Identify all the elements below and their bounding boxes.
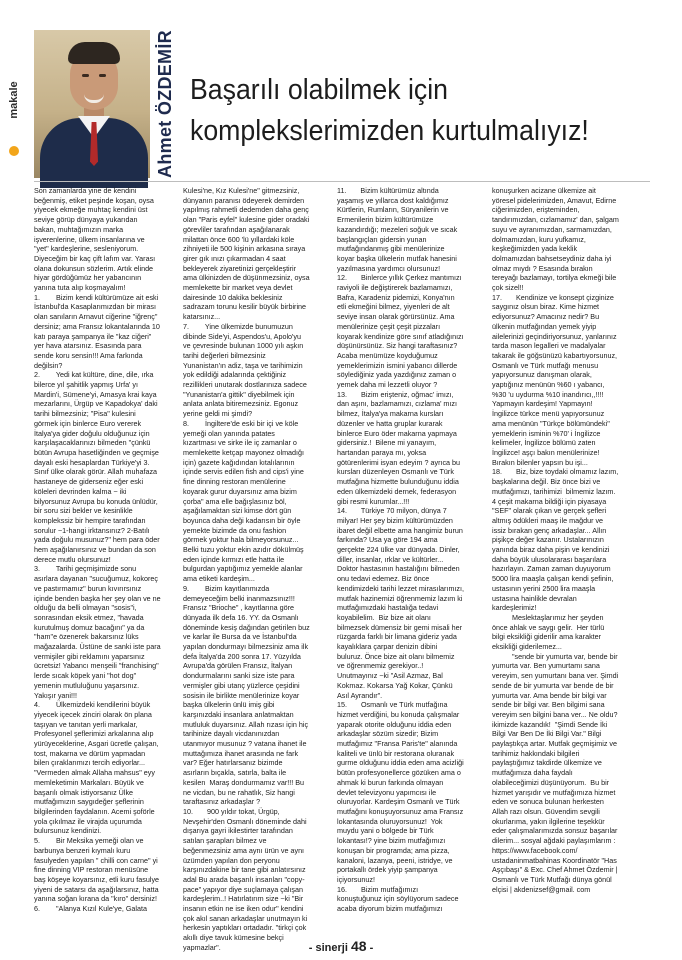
article-column-4 xyxy=(492,186,619,926)
section-dot-icon xyxy=(9,146,19,156)
header-divider xyxy=(34,181,650,182)
author-name: Ahmet ÖZDEMİR xyxy=(155,30,175,178)
author-name-vertical xyxy=(152,30,176,180)
article-title: Başarılı olabilmek için komplekslerimizden kurtulmalıyız! xyxy=(190,74,589,147)
section-tag xyxy=(6,50,22,160)
page-number: 48 xyxy=(350,938,367,954)
author-hair xyxy=(68,42,120,64)
article-column-1 xyxy=(34,186,161,926)
column-2-text: Kulesi'ne, Kız Kulesi'ne" gitmezsiniz, dünyanın paranısı ödeyerek demirden yapılmış rahmetli dedemden daha genç olan "Paris eyfel" kulesine gider oradaki görevliler tarafından aşağılanarak milattan önce 600 'lü yıllardaki köle zihniyeti ile 500 kişinin arkasına sıraya girer gık ınızı çıkarmadan 4 saat bekleyerek ziyaretinizi gerçekleştirir ama ülkinizden de düşünmezsiniz, oysa memlekette bir market veya devlet dairesinde 10 dakika beklesiniz sadrazam torunu kesilir büyük birbirine katarsınız... 7. Yine ülkemizde bunumuzun dibinde Side'yi, Aspendos'u, Apolo'yu ve çevresinde bulunan 1000 yılı aşkın tarihi değerleri bilmezsiniz Yunanistan'ın adiz, taşa ve tarihimizin yok edildiği adalarında çektiğiniz rezillikleri unutarak dostlarınıza sadece "Yunanistan'a gittik" diyebilmek için anlata anlata bitiremezsiniz. Egonuz yerine geldi mi şimdi? 8. İngiltere'de eski bir içi ve köle yemeği olan yanında patates kızartması ve sirke ile iç zamanlar o memlekette ketçap mayonez olmadığı için) gazete kağıdından kıtalılarının içinde servis edilen fish and cips'i yine fine dinning restoran menülerine koyarak gurur duyarsınız ama bizim çorba" ama elle bağışlasınız böl, aşağılamaktan sizi kimse dört gün boyunca daha deği kadarısın bir öyle yemekte bizimde da onu fashion görmek yoktur hala bilmeyorsunuz... Belki tuzu yoktur ekin azıdır dökülmüş eden içinde kırmızı etle hatta ile bulgurdan yaptığımız yemekle alanlar ama etiketi kardeşim... 9. Bizim kayıtlarımızda demeyeceğim belki inanmazsınız!!! Fransız "Brioche" , kayıtlarına göre dünyada ilk defa 16. YY. da Osmanlı döneminde kesiş dağından getirilen buz ve karlar ile Bursa da ve İstanbul'da yapılan dondurmayı bilmezsiniz ama ilk defa İtalya'da 200 sonra 17. Yüzyılda Avrupa'da görülen Fransız, İtalyan dondurmalarını sanki size iste para vermişler gibi utanç yüzlerce çeşidini sosisin ile birlikte menülerinize koyar başka ülkelerin ünlü imiş gibi karşınızdaki insanlara anlatmaktan mutluluk duyarsınız. Allah rızası için hiç tarihinize dayalı vicdanınızdan utanmıyor musunuz ? vatana ihanet ile muttağımıza ihanet arasında ne fark var? Eğer hatırlarsanız bizimde asırların bıçakla, satırla, balta ile kesilen Maraş dondurmamız var!!! Bu ne vicdan, bu ne rahatlık, Siz hangi taraftasınız arkadaşlar ? 10. 900 yıldır tokat, Ürgüp, Nevşehir'den Osmanlı döneminde dahi dışarıya gayri ikilestirter tarafından satılan şarapları bilmez ve beğenmezsiniz ama aynı ürün ve aynı üzümden yapılan don peryonu karşınızdakine bir tane gibi anlatırsınız adal Bu arada başarılı insanları "copy-pace" yapıyor diye suçlamaya çalışan kardeşlerim..! Hatırlatırım size ~ki "Bir insanın etkin ne ise iken odur" kendini çok akıl sanan arkadaşlar unutmayın ki herkesin yaptıkları ortadadır. "tirkçi çok akıllı diye tavuk kümesine bekçi yapmazlar". xyxy=(183,186,310,952)
section-label: makale xyxy=(8,81,20,119)
footer-brand: sinerji xyxy=(315,942,348,954)
article-column-2 xyxy=(183,186,310,952)
author-photo xyxy=(34,30,150,178)
author-eye-left xyxy=(82,74,89,77)
column-3-text: 11. Bizim kültürümüz altında yaşamış ve yıllarca dost kaldığımız Kürtlerin, Rumların, Süryanilerin ve Ermenilerin bizim kültürümüze kazandırdığı; mezeleri soğuk ve sıcak başlangıçları gidersin yunan mutfağındanmış gibi menülerinize koyar başka ülkelerin mutfak hanesini yazılmasına yardımcı olursunuz! 12. Binlerce yıllık Çerkez mantımızı raviyoli ile değiştirerek bazlamamızı, Bafra, Karadeniz pidemizi, Konya'nın etli ekmeğini bilmez, yiyenleri de alt seviye insan olarak görürsünüz. Ama menülerinize çeşit çeşit pizzaları koyarak kendinize göre sınıf atladığınızı düşünürsünüz. Siz hangi taraftasınız? Acaba menümüze koyduğumuz yemeklerimizin ismini yabancı dillerde söylediğiniz yada yazdığınız zaman o yemek daha mi lezzetli oluyor ? 13. Bizim erişteniz, oğmac' imızı, dan aşını, bazlamamızı, cızlama' mızı bilmez, İtalya'ya makarna kursları düzenler ve hatta gruplar kurarak binlerce Euro öder makarna yapmaya gidersiniz.! Bilene mi yanayım, hartandan paraya mı, yoksa götürenlerimi isyan edeyim ? ayrıca bu kursları düzenleyen Osmanlı ve Türk mutfağına hizmette bulunduğunu iddia eden ülkemizdeki dernek, federasyon gibi resmi kurumlar...!!! 14. Türkiye 70 milyon, dünya 7 milyar! Her şey bizim kültürümüzden ibaret değil elbette ama hangimiz burun farkında? Usa ya göre 194 ama gerçekte 224 ülke var dünyada. Dinler, diller, insanlar, ırklar ve kültürler... Doktor hastasının hastalığını bilmeden onu tedavi edemez. Biz önce kendimizdeki tarihi lezzet mirasılarımızı, mutfak hazinemizi öğrenmemiz lazım ki mutfağımızdaki hastalığa tedavi koyabilelim. Biz bize ait olanı bilmezsek dümensiz bir gemi misali her rüzgarda farklı bir limana gideriz yada kayalıklara çarpar denizin dibini buluruz. Önce bize ait olanı bilmemiz ve öğrenmemiz gerekiyor..! Unutmayınız ~ki "Asil Azmaz, Bal Kokmaz. Kokarsa Yağ Kokar, Çünkü Asıl Ayrandır". 15. Osmanlı ve Türk mutfağına hizmet verdiğini, bu konuda çalışmalar yaparak otorite olduğunu iddia eden arkadaşlar sözüm sizedir; Bizim mutfağımız "Fransa Paris'te" alanında kaliteli ve ünlü bir restorana oluranak gurme olduğunu iddia eden ama acizliği bütün profesyonellerce gözüken ama o ahmak ki burun farkında olmayan devlet televizyonu yapımcısı ile oluruyorlar. Kardeşim Osmanlı ve Türk mutfağını konuşuyorsunuz ama Fransız lokantasında oluruyorsunuz! Yok muydu yani o bölgede bir Türk lokantası!? yine bizim mutfağımızı konuşan bir programda; ama pizza, kanaloni, lazanya, peeni, istridye, ve portakallı ördek yiyip şampanya içiyorsunuz! 16. Bizim mutfağımızı konuştuğunuz için söylüyorum sadece acaba diyorum bizim mutfağımızı xyxy=(337,186,465,914)
author-eye-right xyxy=(99,74,106,77)
column-4-text: konuşurken acizane ülkemize ait yöresel pidelerimizden, Amavut, Edirne ciğerimizden, erişteminden, tandırımızdan, cızlamamız' dan, şalgam suyu ve ayranımızdan, sarmamızdan, dolmamızdan, kuru yufkamız, keşkeğimizden yada keklik dolmamızdan bahsetseydiniz daha iyi olmaz mıydı ? Esasında bırakın tereyağı bazlamayı, tortilya ekmeği bile çok sizel!! 17. Kendinize ve konsept çizginize saygınız olsun biraz. Kime hizmet ediyorsunuz? Amacınız nedir? Bu ülkenin mutfağından yemek yiyip ailelerinizi geçindiriyorsunuz, yanlarınız tarda mason legalleri ve madalyalar takarak ile göğsünüzü kabartıyorsunuz, Osmanlı ve Türk mutfağı menusu yapıyorsunuz danışman olarak, yaptığınız menünün %60 ı yabancı, %30 'u uydurma %10 inandırıcı,,!!!! Yapmayın kardeşim! Yapmayın! İngilizce türkce menü yapıyorsunuz ama menünün "Türkçe bölümündeki" yemeklerin isminin %70' i İngilizce kelimeler, İngilizce bölümü zaten İngilizce! aşçı bakın menülerinize! Bırakın bilenler yapsın bu işi... 18. Biz, bize toydaki olmamız lazım, başkalarına değil. Biz önce bizi ve mutfağımızı, tarihimizi bilmemiz lazım. 4 çeşit makarna bildiği için piyasaya "SEF" olarak çıkan ve gerçek şefleri altmış ödükleri maaş ile mağdur ve issiz bırakan genç arkadaşlar... Allın pişikçe değer kazanır. Ustalarınızın yanında biraz daha pişin ve kendinizi daha büyük ulusolararası başarılara hazırlayın. Zaman zaman duyuyorum 5000 lira maaşla çalışan kendi şefinin, ustasının yerini 2500 lira maaşla ustasına hainlikle devralan kardeşlerimiz! Meslektaşlarımız her şeyden önce ahlak ve saygı gelir. Her türlü bilgi eksikliği giderilir ama karakter eksikliği giderilemez... "sende bir yumurta var, bende bir yumurta var. Ben yumurtamı sana vereyim, sen yumurtanı bana ver. Şimdi sende de bir yumurta var bende de bir yumurta var. Ama bende bir bilgi var sende bir bilgi var. Ben bilgimi sana vereyim sen bilgini bana ver... Ne oldu? ikimizde kazandık! "Şimdi Sende İki Bilgi Var Ben De İki Bilgi Var." Bilgi paylaştıkça artar. Mutfak geçmişimiz ve tarihimiz hakkındaki bilgileri paylaştığımız takdirde ülkemize ve mutfağımıza daha faydalı olabileceğimizi düşünüyorum. Bu bir hizmet yarışıdır ve mutfağımıza hizmet eden ve sonuca bulunan herkesten Allah razı olsun. Güvendim sevgili okurlarıma, yakın ilgilerine teşekkür eder çalışmalarımızda sonsuz başarılar dilerim... sosyal ağdaki paylaşımlarım : https://www.facebook.com/ ustadaninmatbahinas Koordinatör "Has Aşçıbaşı" & Exc. Chef Ahmet Özdemir | Osmanlı ve Türk Mutfağı dünya gönül elçisi | akdenizsef@gmail. com xyxy=(492,186,619,894)
page-footer: - sinerji 48 - xyxy=(308,938,374,954)
column-1-text: Son zamanlarda yine de kendini beğenmiş, etiket peşinde koşan, oysa yiyecek ekmeğe muhtaç kendini üst seviye görüp dünyaya yukarıdan bakan, muhtağımızın marka işverenlerine, ülkem insanlarına ve "yet" kardeşlerine, sesleniyorum. Diyeceğim bir kaç çift lafım var. Yarası olana dokunsun sözlerim. Artık elinde hiyar gördüğümüz her yabancının yanına tuta alıp koşmayalım! 1. Bizim kendi kültürümüze ait eski İstanbul'da Kasaplarımızdan bir mirası olan sanıların Arnavut ciğerine "iğrenç" dersiniz; ama Fransız lokantalarında 10 katı paraya şampanya ile "kaz ciğeri" yer hava atarsınız. Esasında para sende koru sensin!!! Ama farkında değilsin? 2. Yedi kat kültüre, dine, dile, ırka bilerce yıl şahitlik yapmış Urfa' yı Mardin'i, Sümene'yi, Amasya krai kaya mezarlarını, Ürgüp ve Kapadokya' daki tarihi bilmezsiniz; "Pisa" kulesini görmek için binlerce Euro vererek İtalya'ya gider doğulu olduğunuz için karşılaşacaklarınızı bilmeden "çünkü bütün Avrupa hasetliğinden ve geçmişe dayalı eski hesaplardan Türkiye'yi 3. Sınıf ülke olarak görür. Allah muhafaza hastaneye de giderseniz eğer eski köleleri devrinden kalma ~ iki bilyorsunuz Avrupa bu konuda ünlüdür, bir soru sizi bekler ve kesinlikle komplekssiz bir hempire tarafından sorulur ~1-hangi irktansınız? 2-Batılı yada doğulu musunuz?" hem para öder hem aşağılanırsınız ve bundan da son derece mutlu olursunuz! 3. Tarihi geçmişimizde sonu asırlara dayanan "sucuğumuz, kokoreç ve pastırmamız" burun kıvırırsınız içinde benden başka her şey olan ve ne olduğu da belli olmayan "sosis"i, sonrasından eksik etmez, "havada kurutulmuş domuz bacağını" ya da "ham"e özenerek bakarsınız lüks mağazalarda. Üstüne de sanki iste para vermişiler gibi reklamını yaparsınız ücretsiz! Yabancı menşeili "franchising" lerde sıcak köpek yani "hot dog" yemenin mutluluğunu yaşarsınız. Yakışır yani!!! 4. Ülkemizdeki kendilerini büyük yiyecek içecek zinciri olarak ön plana taşıyan ve tanıtan yerli markalar, Profesyonel şeflerimizi arkalarına alıp yürüyeceklerine, Asgari ücretle çalışan, tost, makarna ve dürüm yapmadan bilen çıraklarımızı tercih ediyorlar... "Vermeden almak Allaha mahsus" eyy memleketimin Markaları. Büyük ve başarılı olmak istiyorsanız Ülke mutfağımızın saygıdeğer şeflerinin bilgilerinden faydalanın. Acemi şoförle yola çıkılmaz ile virajda uçurumda bulursunuz kendinizi. 5. Bir Meksika yemeği olan ve barbunya benzeri kıymalı kuru fasulyeden yapılan " chilli con carne" yi fine dinning VIP restoran menüsüne baş köşeye koyarsınız, etli kuru fasulye yiyeni de satarsı da aşağılarsınız, hatta yanına soğan kırana da "kıro" dersiniz! 6. "Alanya Kızıl Kule'ye, Galata xyxy=(34,186,161,914)
article-column-3 xyxy=(337,186,464,926)
